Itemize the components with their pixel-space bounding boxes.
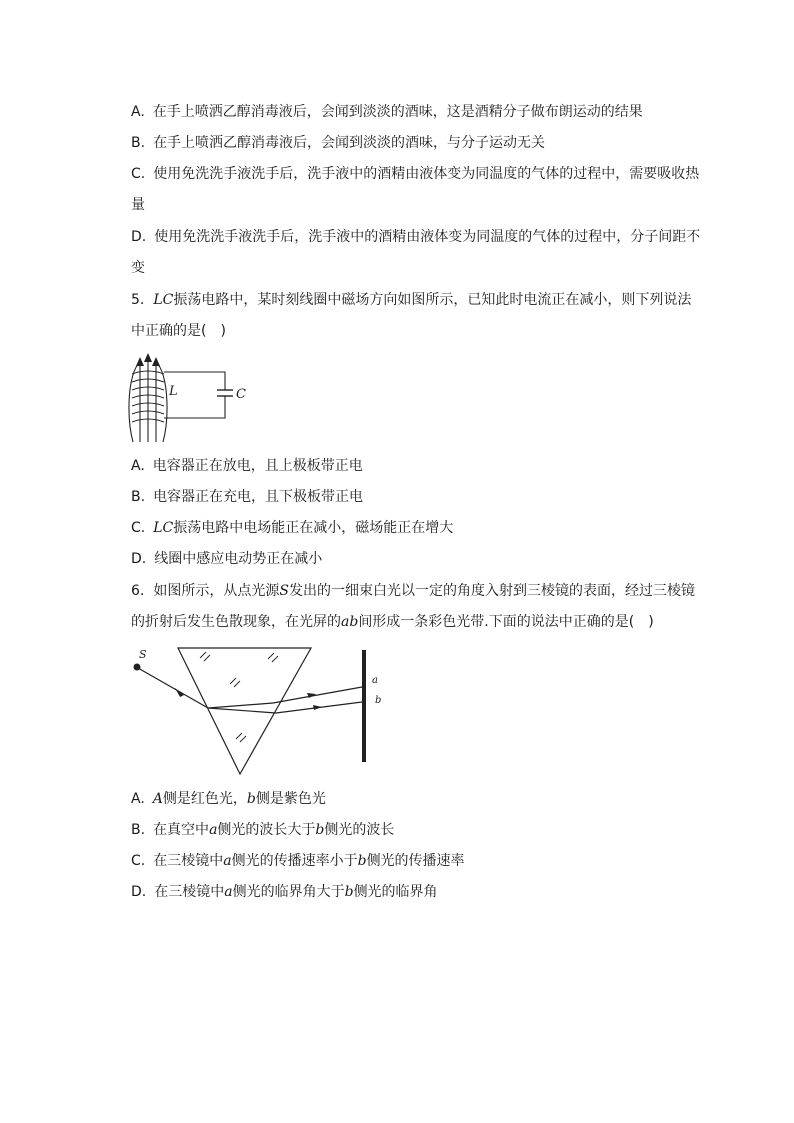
coil-label: L — [169, 384, 178, 399]
option-text-continued: 变 — [131, 260, 145, 276]
q5-stem-continued — [131, 321, 226, 341]
option-text: 在真空中 — [153, 822, 210, 838]
q4-option-a — [131, 102, 643, 122]
arrow-icon — [313, 705, 322, 710]
screen-label-a: a — [372, 675, 378, 686]
option-label: C. — [131, 520, 146, 536]
option-text: 侧光的传播速率小于 — [231, 853, 358, 869]
circuit-wire — [164, 396, 225, 418]
option-text: 线圈中感应电动势正在减小 — [154, 551, 323, 567]
option-symbol: b — [357, 853, 367, 869]
stem-text: 的折射后发生色散现象，在光屏的 — [131, 614, 341, 630]
option-symbol: b — [246, 791, 256, 807]
q4-option-d — [131, 227, 700, 247]
option-label: B. — [131, 822, 146, 838]
option-label: A. — [131, 791, 145, 807]
exit-ray-a — [273, 687, 362, 703]
option-label: B. — [131, 135, 146, 151]
option-label: D. — [131, 884, 147, 900]
stem-text: 如图所示，从点光源 — [153, 583, 280, 599]
question-number: 5. — [131, 292, 145, 308]
q6-stem-continued — [131, 612, 654, 632]
q6-stem — [131, 581, 695, 601]
light-source-point — [134, 664, 141, 671]
option-symbol: LC — [153, 520, 174, 536]
option-text: 使用免洗洗手液洗手后，洗手液中的酒精由液体变为同温度的气体的过程中，分子间距不 — [154, 229, 701, 245]
source-label: S — [139, 648, 147, 661]
q6-option-d — [131, 882, 438, 902]
option-label: A. — [131, 458, 145, 474]
capacitor-label: C — [236, 387, 246, 402]
glass-mark — [268, 653, 278, 662]
option-symbol: b — [315, 822, 325, 838]
q4-option-c-continued — [131, 195, 145, 215]
q5-option-d — [131, 549, 322, 569]
option-label: A. — [131, 104, 145, 120]
stem-text: 振荡电路中，某时刻线圈中磁场方向如图所示，已知此时电流正在减小，则下列说法 — [173, 292, 692, 308]
q4-option-d-continued — [131, 258, 145, 278]
refracted-ray-a — [208, 703, 273, 708]
glass-mark — [200, 652, 210, 661]
stem-symbol: S — [279, 583, 289, 599]
lc-circuit-figure — [124, 350, 254, 446]
option-text: 在手上喷洒乙醇消毒液后，会闻到淡淡的酒味，与分子运动无关 — [153, 135, 546, 151]
option-text: 侧光的波长 — [324, 822, 395, 838]
question-number: 6. — [131, 583, 145, 599]
option-symbol: A — [152, 791, 163, 807]
option-text: 侧光的临界角大于 — [232, 884, 345, 900]
option-label: C. — [131, 166, 146, 182]
q5-option-b — [131, 487, 363, 507]
q4-option-c — [131, 164, 699, 184]
option-text: 侧光的传播速率 — [366, 853, 465, 869]
arrow-icon — [175, 688, 184, 697]
light-screen — [362, 650, 366, 762]
glass-mark — [230, 678, 240, 687]
option-text: 在三棱镜中 — [153, 853, 224, 869]
option-label: B. — [131, 489, 146, 505]
field-line — [129, 364, 138, 442]
option-symbol: a — [224, 884, 233, 900]
option-symbol: a — [209, 822, 218, 838]
option-label: C. — [131, 853, 146, 869]
option-text-continued: 量 — [131, 197, 145, 213]
option-text: 在手上喷洒乙醇消毒液后，会闻到淡淡的酒味，这是酒精分子做布朗运动的结果 — [152, 104, 643, 120]
option-text: 振荡电路中电场能正在减小，磁场能正在增大 — [173, 520, 454, 536]
stem-text: 发出的一细束白光以一定的角度入射到三棱镜的表面，经过三棱镜 — [288, 583, 695, 599]
option-text: 电容器正在放电，且上极板带正电 — [152, 458, 363, 474]
q6-option-b — [131, 820, 394, 840]
option-text: 侧光的临界角 — [353, 884, 438, 900]
arrow-up-icon — [144, 353, 152, 362]
stem-symbol: LC — [153, 292, 174, 308]
option-text: 侧是红色光， — [162, 791, 247, 807]
option-symbol: b — [344, 884, 354, 900]
q6-option-c — [131, 851, 465, 871]
q6-option-a — [131, 789, 326, 809]
stem-text: 中正确的是( ) — [131, 323, 226, 339]
glass-mark — [236, 733, 246, 742]
option-text: 电容器正在充电，且下极板带正电 — [153, 489, 364, 505]
option-text: 在三棱镜中 — [154, 884, 225, 900]
stem-symbol: ab — [341, 614, 359, 630]
option-text: 侧光的波长大于 — [217, 822, 316, 838]
arrow-up-icon — [152, 357, 160, 366]
field-line — [158, 364, 167, 442]
option-label: D. — [131, 229, 147, 245]
arrow-up-icon — [136, 357, 144, 366]
prism-dispersion-figure — [126, 644, 396, 778]
option-symbol: a — [223, 853, 232, 869]
q5-option-c — [131, 518, 453, 538]
refracted-ray-b — [208, 708, 276, 713]
option-text: 使用免洗洗手液洗手后，洗手液中的酒精由液体变为同温度的气体的过程中，需要吸收热 — [153, 166, 700, 182]
q5-option-a — [131, 456, 363, 476]
q4-option-b — [131, 133, 545, 153]
screen-label-b: b — [375, 695, 382, 706]
option-label: D. — [131, 551, 147, 567]
q5-stem — [131, 290, 691, 310]
stem-text: 间形成一条彩色光带.下面的说法中正确的是( ) — [358, 614, 654, 630]
option-text: 侧是紫色光 — [255, 791, 326, 807]
